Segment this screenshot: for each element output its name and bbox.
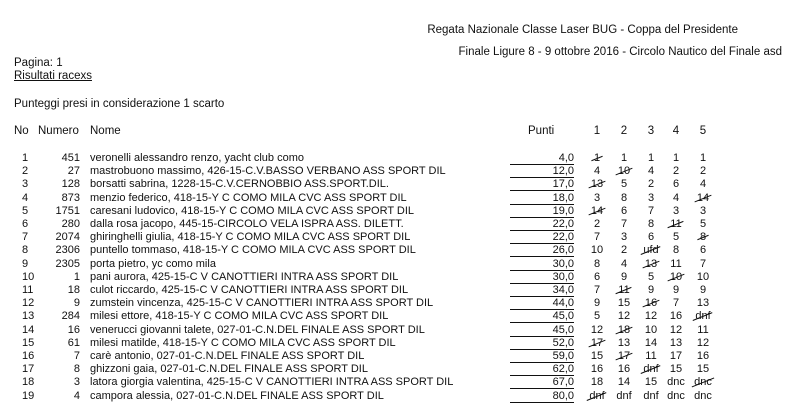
race-score xyxy=(661,324,691,336)
race-score xyxy=(661,165,691,177)
race-score-value: 5 xyxy=(699,218,707,230)
table-row xyxy=(0,192,800,205)
race-score xyxy=(609,205,639,217)
race-score xyxy=(688,337,718,349)
race-score-value: 11 xyxy=(618,284,630,296)
table-row xyxy=(0,205,800,218)
race-score-value: 13 xyxy=(669,336,683,349)
race-score xyxy=(661,231,691,243)
race-score-value: 3 xyxy=(593,191,601,204)
table-row xyxy=(0,337,800,350)
race-score-value: 6 xyxy=(593,270,601,283)
race-score-value: 10 xyxy=(669,270,683,283)
regatta-title: Regata Nazionale Classe Laser BUG - Coppa del Presidente xyxy=(427,24,738,36)
sailor-name: culot riccardo, 425-15-C V CANOTTIERI INTRA ASS SPORT DIL xyxy=(90,284,409,296)
race-score-value: 7 xyxy=(620,218,628,230)
race-score-value: 5 xyxy=(647,270,655,283)
race-score-value: 2 xyxy=(699,165,707,178)
race-score-value: 14 xyxy=(590,204,604,217)
race-score-value: 11 xyxy=(670,218,682,230)
race-score-value: 16 xyxy=(669,310,683,323)
rank: 19 xyxy=(22,389,35,402)
rank: 9 xyxy=(22,257,29,270)
race-score xyxy=(609,192,639,204)
race-score xyxy=(661,337,691,349)
race-score-value: 16 xyxy=(696,350,710,362)
points: 34,0 xyxy=(510,284,574,297)
race-score xyxy=(661,376,691,388)
race-score-value: 2 xyxy=(593,218,601,230)
sailor-name: milesi matilde, 418-15-Y C COMO MILA CVC ASS SPORT DIL xyxy=(90,336,396,349)
race-score xyxy=(609,350,639,362)
col-race-1: 1 xyxy=(593,125,601,137)
race-score-value: 16 xyxy=(617,363,631,376)
race-score xyxy=(582,218,612,230)
race-score xyxy=(609,258,639,270)
race-score-value: 3 xyxy=(699,204,707,217)
race-score-value: 10 xyxy=(696,270,710,283)
race-score-value: 6 xyxy=(620,204,628,217)
race-score xyxy=(609,337,639,349)
race-score xyxy=(582,271,612,283)
race-score-value: 1 xyxy=(620,152,628,164)
race-score-value: 17 xyxy=(617,350,631,362)
table-row xyxy=(0,152,800,165)
race-score xyxy=(582,178,612,190)
sail-number: 2074 xyxy=(55,231,80,244)
race-score-value: 10 xyxy=(644,323,658,336)
race-score-value: 6 xyxy=(647,231,655,244)
race-score xyxy=(661,178,691,190)
race-score-value: 7 xyxy=(647,204,655,217)
col-numero: Numero xyxy=(38,125,79,137)
race-score-value: ufd xyxy=(643,244,659,257)
rank: 8 xyxy=(22,244,29,257)
race-score-value: dnc xyxy=(694,376,712,389)
sail-number: 280 xyxy=(61,218,80,230)
sail-number: 18 xyxy=(67,284,80,296)
race-score xyxy=(688,218,718,230)
race-score xyxy=(661,390,691,402)
col-punti: Punti xyxy=(528,125,555,137)
sailor-name: zumstein vincenza, 425-15-C V CANOTTIERI INTRA ASS SPORT DIL xyxy=(90,297,434,310)
rank: 11 xyxy=(22,284,34,296)
race-score-value: 4 xyxy=(672,191,680,204)
page-number: Pagina: 1 xyxy=(14,57,63,69)
race-score-value: 12 xyxy=(669,323,683,336)
race-score-value: 1 xyxy=(593,152,601,164)
sailor-name: pani aurora, 425-15-C V CANOTTIERI INTRA ASS SPORT DIL xyxy=(90,270,399,283)
race-score xyxy=(661,310,691,322)
race-score-value: 1 xyxy=(699,152,707,164)
race-score-value: 1 xyxy=(647,152,655,164)
race-score xyxy=(609,376,639,388)
sailor-name: menzio federico, 418-15-Y C COMO MILA CVC ASS SPORT DIL xyxy=(90,191,407,204)
table-row xyxy=(0,350,800,363)
sail-number: 1751 xyxy=(55,204,80,217)
race-score-value: 4 xyxy=(647,165,655,178)
points: 44,0 xyxy=(510,297,574,310)
rank: 3 xyxy=(22,178,29,191)
race-score xyxy=(661,244,691,256)
table-row xyxy=(0,310,800,323)
race-score xyxy=(582,231,612,243)
race-score-value: dnf xyxy=(589,389,605,402)
rank: 7 xyxy=(22,231,29,244)
race-score xyxy=(688,205,718,217)
points: 67,0 xyxy=(510,376,574,389)
rank: 15 xyxy=(22,336,35,349)
race-score xyxy=(688,310,718,322)
race-score-value: 7 xyxy=(593,284,601,296)
points: 59,0 xyxy=(510,350,574,363)
race-score xyxy=(609,297,639,309)
race-score-value: 3 xyxy=(647,191,655,204)
col-race-5: 5 xyxy=(699,125,707,137)
race-score-value: 6 xyxy=(672,178,680,191)
table-row xyxy=(0,390,800,403)
race-score-value: 8 xyxy=(593,257,601,270)
sail-number: 451 xyxy=(61,152,80,164)
points: 18,0 xyxy=(510,192,574,205)
table-row xyxy=(0,231,800,244)
race-score-value: 12 xyxy=(644,310,658,323)
race-score-value: 7 xyxy=(699,257,707,270)
race-score-value: 9 xyxy=(672,284,680,296)
race-score xyxy=(609,390,639,402)
table-row xyxy=(0,324,800,337)
race-score xyxy=(609,284,639,296)
race-score xyxy=(582,284,612,296)
sail-number: 4 xyxy=(73,389,80,402)
points: 52,0 xyxy=(510,337,574,350)
sailor-name: mastrobuono massimo, 426-15-C.V.BASSO VERBANO ASS SPORT DIL xyxy=(90,165,446,178)
table-row xyxy=(0,178,800,191)
race-score-value: 8 xyxy=(699,231,707,244)
race-score-value: dnc xyxy=(667,376,685,389)
rank: 13 xyxy=(22,310,35,323)
race-score xyxy=(582,390,612,402)
race-score xyxy=(582,350,612,362)
race-score-value: 5 xyxy=(672,231,680,244)
race-score-value: 3 xyxy=(672,204,680,217)
sail-number: 2305 xyxy=(55,257,80,270)
sailor-name: ghizzoni gaia, 027-01-C.N.DEL FINALE ASS SPORT DIL xyxy=(90,363,368,376)
race-score xyxy=(661,350,691,362)
sailor-name: puntello tommaso, 418-15-Y C COMO MILA CVC ASS SPORT DIL xyxy=(90,244,416,257)
race-score-value: 15 xyxy=(644,376,658,389)
race-score xyxy=(609,165,639,177)
race-score xyxy=(688,231,718,243)
race-score-value: 12 xyxy=(617,310,631,323)
race-score xyxy=(609,324,639,336)
race-score-value: 9 xyxy=(620,270,628,283)
table-row xyxy=(0,363,800,376)
race-score-value: 4 xyxy=(699,178,707,191)
race-score xyxy=(582,310,612,322)
race-score xyxy=(688,350,718,362)
race-score xyxy=(661,271,691,283)
points: 17,0 xyxy=(510,178,574,191)
sailor-name: porta pietro, yc como mila xyxy=(90,257,216,270)
race-score xyxy=(688,165,718,177)
race-score-value: 17 xyxy=(590,336,604,349)
table-row xyxy=(0,284,800,297)
race-score xyxy=(661,284,691,296)
race-score-value: 17 xyxy=(669,350,683,362)
race-score xyxy=(661,258,691,270)
points: 30,0 xyxy=(510,271,574,284)
sail-number: 284 xyxy=(61,310,80,323)
race-score-value: 13 xyxy=(617,336,631,349)
race-score-value: 6 xyxy=(699,244,707,257)
rank: 17 xyxy=(22,363,35,376)
points: 80,0 xyxy=(510,390,574,403)
discard-note: Punteggi presi in considerazione 1 scarto xyxy=(14,98,225,110)
results-label: Risultati racexs xyxy=(14,70,92,82)
race-score-value: 13 xyxy=(696,297,710,310)
race-score-value: 7 xyxy=(593,231,601,244)
race-score-value: 16 xyxy=(644,297,658,310)
sail-number: 27 xyxy=(67,165,80,178)
race-score xyxy=(661,297,691,309)
race-score-value: 11 xyxy=(670,257,682,270)
race-score xyxy=(688,244,718,256)
race-score xyxy=(661,205,691,217)
race-score-value: 13 xyxy=(590,178,604,191)
race-score-value: 13 xyxy=(644,257,658,270)
rank: 14 xyxy=(22,323,35,336)
race-score-value: 14 xyxy=(696,191,710,204)
race-score-value: 4 xyxy=(593,165,601,178)
race-score-value: 1 xyxy=(672,152,680,164)
race-score xyxy=(582,297,612,309)
race-score xyxy=(688,284,718,296)
sailor-name: carè antonio, 027-01-C.N.DEL FINALE ASS SPORT DIL xyxy=(90,350,365,362)
race-score-value: 5 xyxy=(593,310,601,323)
table-row xyxy=(0,258,800,271)
points: 19,0 xyxy=(510,205,574,218)
table-row xyxy=(0,244,800,257)
race-score-value: 9 xyxy=(647,284,655,296)
race-score-value: 10 xyxy=(590,244,604,257)
race-score-value: 11 xyxy=(645,350,657,362)
points: 62,0 xyxy=(510,363,574,376)
race-score-value: 8 xyxy=(672,244,680,257)
race-score-value: 15 xyxy=(617,297,631,310)
table-row xyxy=(0,297,800,310)
race-score xyxy=(609,363,639,375)
sail-number: 7 xyxy=(73,350,80,362)
race-score-value: 15 xyxy=(590,350,604,362)
race-score-value: 16 xyxy=(590,363,604,376)
race-score xyxy=(609,231,639,243)
rank: 18 xyxy=(22,376,35,389)
race-score-value: 11 xyxy=(697,323,709,336)
rank: 2 xyxy=(22,165,29,178)
sailor-name: campora alessia, 027-01-C.N.DEL FINALE ASS SPORT DIL xyxy=(90,389,384,402)
table-row xyxy=(0,218,800,231)
sailor-name: ghiringhelli giulia, 418-15-Y C COMO MILA CVC ASS SPORT DIL xyxy=(90,231,411,244)
race-score xyxy=(688,258,718,270)
col-race-3: 3 xyxy=(647,125,655,137)
sail-number: 9 xyxy=(73,297,80,310)
table-row xyxy=(0,165,800,178)
col-nome: Nome xyxy=(90,125,121,137)
race-score xyxy=(582,258,612,270)
race-score-value: dnf xyxy=(616,389,632,402)
race-score-value: 4 xyxy=(620,257,628,270)
sailor-name: dalla rosa jacopo, 445-15-CIRCOLO VELA ISPRA ASS. DILETT. xyxy=(90,218,404,230)
rank: 16 xyxy=(22,350,35,362)
points: 22,0 xyxy=(510,218,574,231)
race-score-value: 7 xyxy=(672,297,680,310)
race-score-value: 5 xyxy=(620,178,628,191)
race-score-value: dnc xyxy=(694,389,712,402)
race-score-value: 15 xyxy=(696,363,710,376)
regatta-subtitle: Finale Ligure 8 - 9 ottobre 2016 - Circolo Nautico del Finale asd xyxy=(458,46,782,58)
race-score xyxy=(582,152,612,164)
race-score-value: 18 xyxy=(590,376,604,389)
race-score xyxy=(661,363,691,375)
table-row xyxy=(0,271,800,284)
race-score xyxy=(609,218,639,230)
rank: 4 xyxy=(22,191,29,204)
sailor-name: milesi ettore, 418-15-Y C COMO MILA CVC ASS SPORT DIL xyxy=(90,310,389,323)
race-score-value: dnf xyxy=(643,363,659,376)
sail-number: 16 xyxy=(67,323,80,336)
sail-number: 61 xyxy=(67,336,80,349)
race-score-value: dnf xyxy=(643,389,659,402)
sail-number: 8 xyxy=(73,363,80,376)
race-score xyxy=(609,178,639,190)
race-score xyxy=(582,205,612,217)
race-score xyxy=(661,152,691,164)
race-score xyxy=(688,152,718,164)
table-row xyxy=(0,376,800,389)
race-score xyxy=(582,376,612,388)
race-score-value: 12 xyxy=(696,336,710,349)
race-score xyxy=(609,152,639,164)
rank: 5 xyxy=(22,204,29,217)
race-score xyxy=(609,271,639,283)
race-score xyxy=(661,192,691,204)
race-score xyxy=(688,178,718,190)
points: 12,0 xyxy=(510,165,574,178)
race-score xyxy=(582,337,612,349)
race-score xyxy=(582,244,612,256)
race-score-value: 2 xyxy=(647,178,655,191)
rank: 10 xyxy=(22,270,35,283)
race-score xyxy=(688,363,718,375)
race-score-value: dnf xyxy=(695,310,711,323)
col-race-2: 2 xyxy=(620,125,628,137)
race-score xyxy=(582,192,612,204)
sail-number: 3 xyxy=(73,376,80,389)
race-score xyxy=(582,363,612,375)
race-score xyxy=(688,271,718,283)
race-score xyxy=(688,376,718,388)
sail-number: 1 xyxy=(73,270,80,283)
sailor-name: borsatti sabrina, 1228-15-C.V.CERNOBBIO ASS.SPORT.DIL. xyxy=(90,178,389,191)
sailor-name: venerucci giovanni talete, 027-01-C.N.DEL FINALE ASS SPORT DIL xyxy=(90,323,425,336)
race-score xyxy=(582,324,612,336)
race-score-value: 12 xyxy=(590,323,604,336)
race-score xyxy=(688,324,718,336)
rank: 6 xyxy=(22,218,29,230)
race-score-value: 9 xyxy=(699,284,707,296)
race-score-value: 2 xyxy=(672,165,680,178)
points: 45,0 xyxy=(510,324,574,337)
race-score xyxy=(688,297,718,309)
rank: 12 xyxy=(22,297,35,310)
points: 26,0 xyxy=(510,244,574,257)
race-score-value: 3 xyxy=(620,231,628,244)
race-score-value: 15 xyxy=(669,363,683,376)
race-score xyxy=(688,192,718,204)
race-score-value: 2 xyxy=(620,244,628,257)
sailor-name: veronelli alessandro renzo, yacht club como xyxy=(90,152,305,164)
race-score xyxy=(609,310,639,322)
points: 45,0 xyxy=(510,310,574,323)
points: 4,0 xyxy=(510,152,574,165)
sail-number: 128 xyxy=(61,178,80,191)
race-score xyxy=(688,390,718,402)
race-score-value: 14 xyxy=(644,336,658,349)
race-score-value: 8 xyxy=(620,191,628,204)
rank: 1 xyxy=(22,152,29,164)
col-no: No xyxy=(14,125,29,137)
sailor-name: caresani ludovico, 418-15-Y C COMO MILA CVC ASS SPORT DIL xyxy=(90,204,415,217)
race-score-value: 8 xyxy=(647,218,655,230)
race-score xyxy=(609,244,639,256)
points: 22,0 xyxy=(510,231,574,244)
sail-number: 873 xyxy=(61,191,80,204)
col-race-4: 4 xyxy=(672,125,680,137)
race-score xyxy=(582,165,612,177)
race-score-value: 10 xyxy=(617,165,631,178)
race-score-value: dnc xyxy=(667,389,685,402)
race-score-value: 9 xyxy=(593,297,601,310)
race-score-value: 14 xyxy=(617,376,631,389)
race-score-value: 18 xyxy=(617,323,631,336)
sail-number: 2306 xyxy=(55,244,80,257)
points: 30,0 xyxy=(510,258,574,271)
race-score xyxy=(661,218,691,230)
sailor-name: latora giorgia valentina, 425-15-C V CANOTTIERI INTRA ASS SPORT DIL xyxy=(90,376,454,389)
